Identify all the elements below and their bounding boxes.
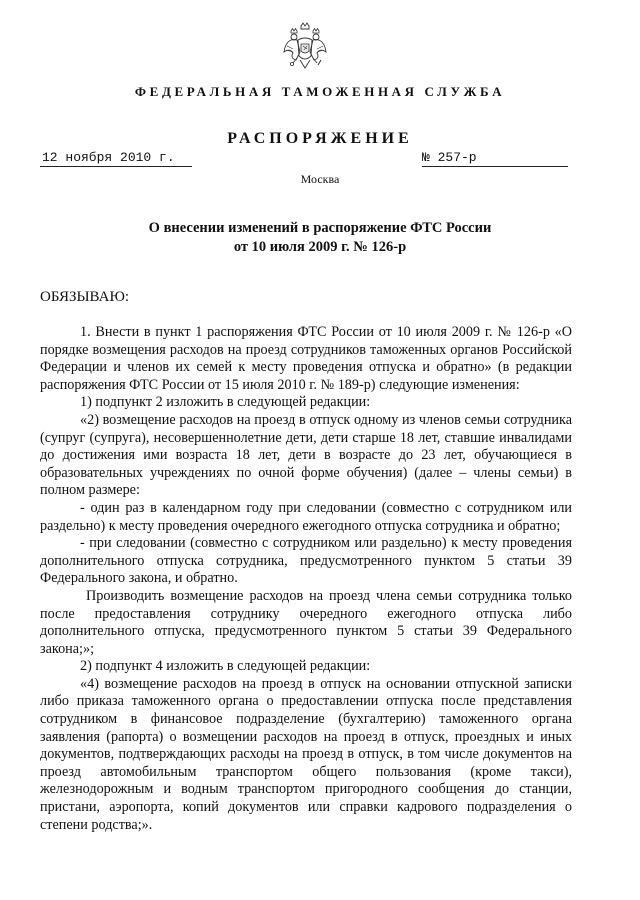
paragraph-reimbursement: Производить возмещение расходов на проезд члена семьи сотрудника только после предоставления сотруднику очередного ежегодного отпуска либо дополнительного отпуска, предусмотренного пунктом 5 статьи 39 Федерального закона;»; — [40, 587, 572, 657]
document-date: 12 ноября 2010 г. — [40, 150, 192, 167]
paragraph-quote-4: «4) возмещение расходов на проезд в отпуск на основании отпускной записки либо приказа таможенного органа о предоставлении отпуска после представления сотрудником в финансовое подразделение (бухгалтерию) таможенного органа заявления (рапорта) о возмещении расходов на проезд в отпуск, проездных и иных документов, подтверждающих расходы на проезд в отпуск, в том числе документов на проезд автомобильным транспортом общего пользования (кроме такси), железнодорожным и водным транспортом пригородного сообщения до станции, пристани, аэропорта, копий документов или справки кадрового подразделения о степени родства;». — [40, 675, 572, 833]
agency-name: ФЕДЕРАЛЬНАЯ ТАМОЖЕННАЯ СЛУЖБА — [134, 84, 506, 99]
document-number: № 257-р — [422, 150, 568, 167]
paragraph-item-1: 1. Внести в пункт 1 распоряжения ФТС России от 10 июля 2009 г. № 126-р «О порядке возмещения расходов на проезд сотрудников таможенных органов Российской Федерации и членов их семей к месту проведения отпуска и обратно» (в редакции распоряжения ФТС России от 15 июля 2010 г. № 189-р) следующие изменения: — [40, 324, 572, 393]
paragraph-quote-2: «2) возмещение расходов на проезд в отпуск одному из членов семьи сотрудника (супруг (супруга), несовершеннолетние дети, дети старше 18 лет, ставшие инвалидами до достижения ими возраста 18 лет, дети в возрасте до 23 лет, обучающиеся в образовательных учреждениях по очной форме обучения) (далее – члены семьи) в полном размере: — [40, 411, 572, 499]
order-word: ОБЯЗЫВАЮ: — [40, 289, 130, 305]
state-emblem-icon — [283, 22, 327, 72]
document-type: РАСПОРЯЖЕНИЕ — [227, 130, 413, 147]
document-title — [0, 219, 640, 257]
paragraph-dash-1: - один раз в календарном году при следовании (совместно с сотрудником или раздельно) к месту проведения очередного ежегодного отпуска сотрудника и обратно; — [40, 499, 572, 534]
title-line-2: от 10 июля 2009 г. № 126-р — [233, 239, 407, 255]
paragraph-dash-2: - при следовании (совместно с сотрудником или раздельно) к месту проведения дополнительного отпуска сотрудника, предусмотренного пунктом 5 статьи 39 Федерального закона, и обратно. — [40, 535, 572, 587]
title-line-1: О внесении изменений в распоряжение ФТС России — [148, 220, 492, 236]
document-body — [40, 324, 572, 834]
document-city: Москва — [300, 172, 340, 186]
paragraph-subitem-2: 2) подпункт 4 изложить в следующей редакции: — [80, 658, 371, 675]
paragraph-subitem-1: 1) подпункт 2 изложить в следующей редакции: — [80, 394, 371, 411]
